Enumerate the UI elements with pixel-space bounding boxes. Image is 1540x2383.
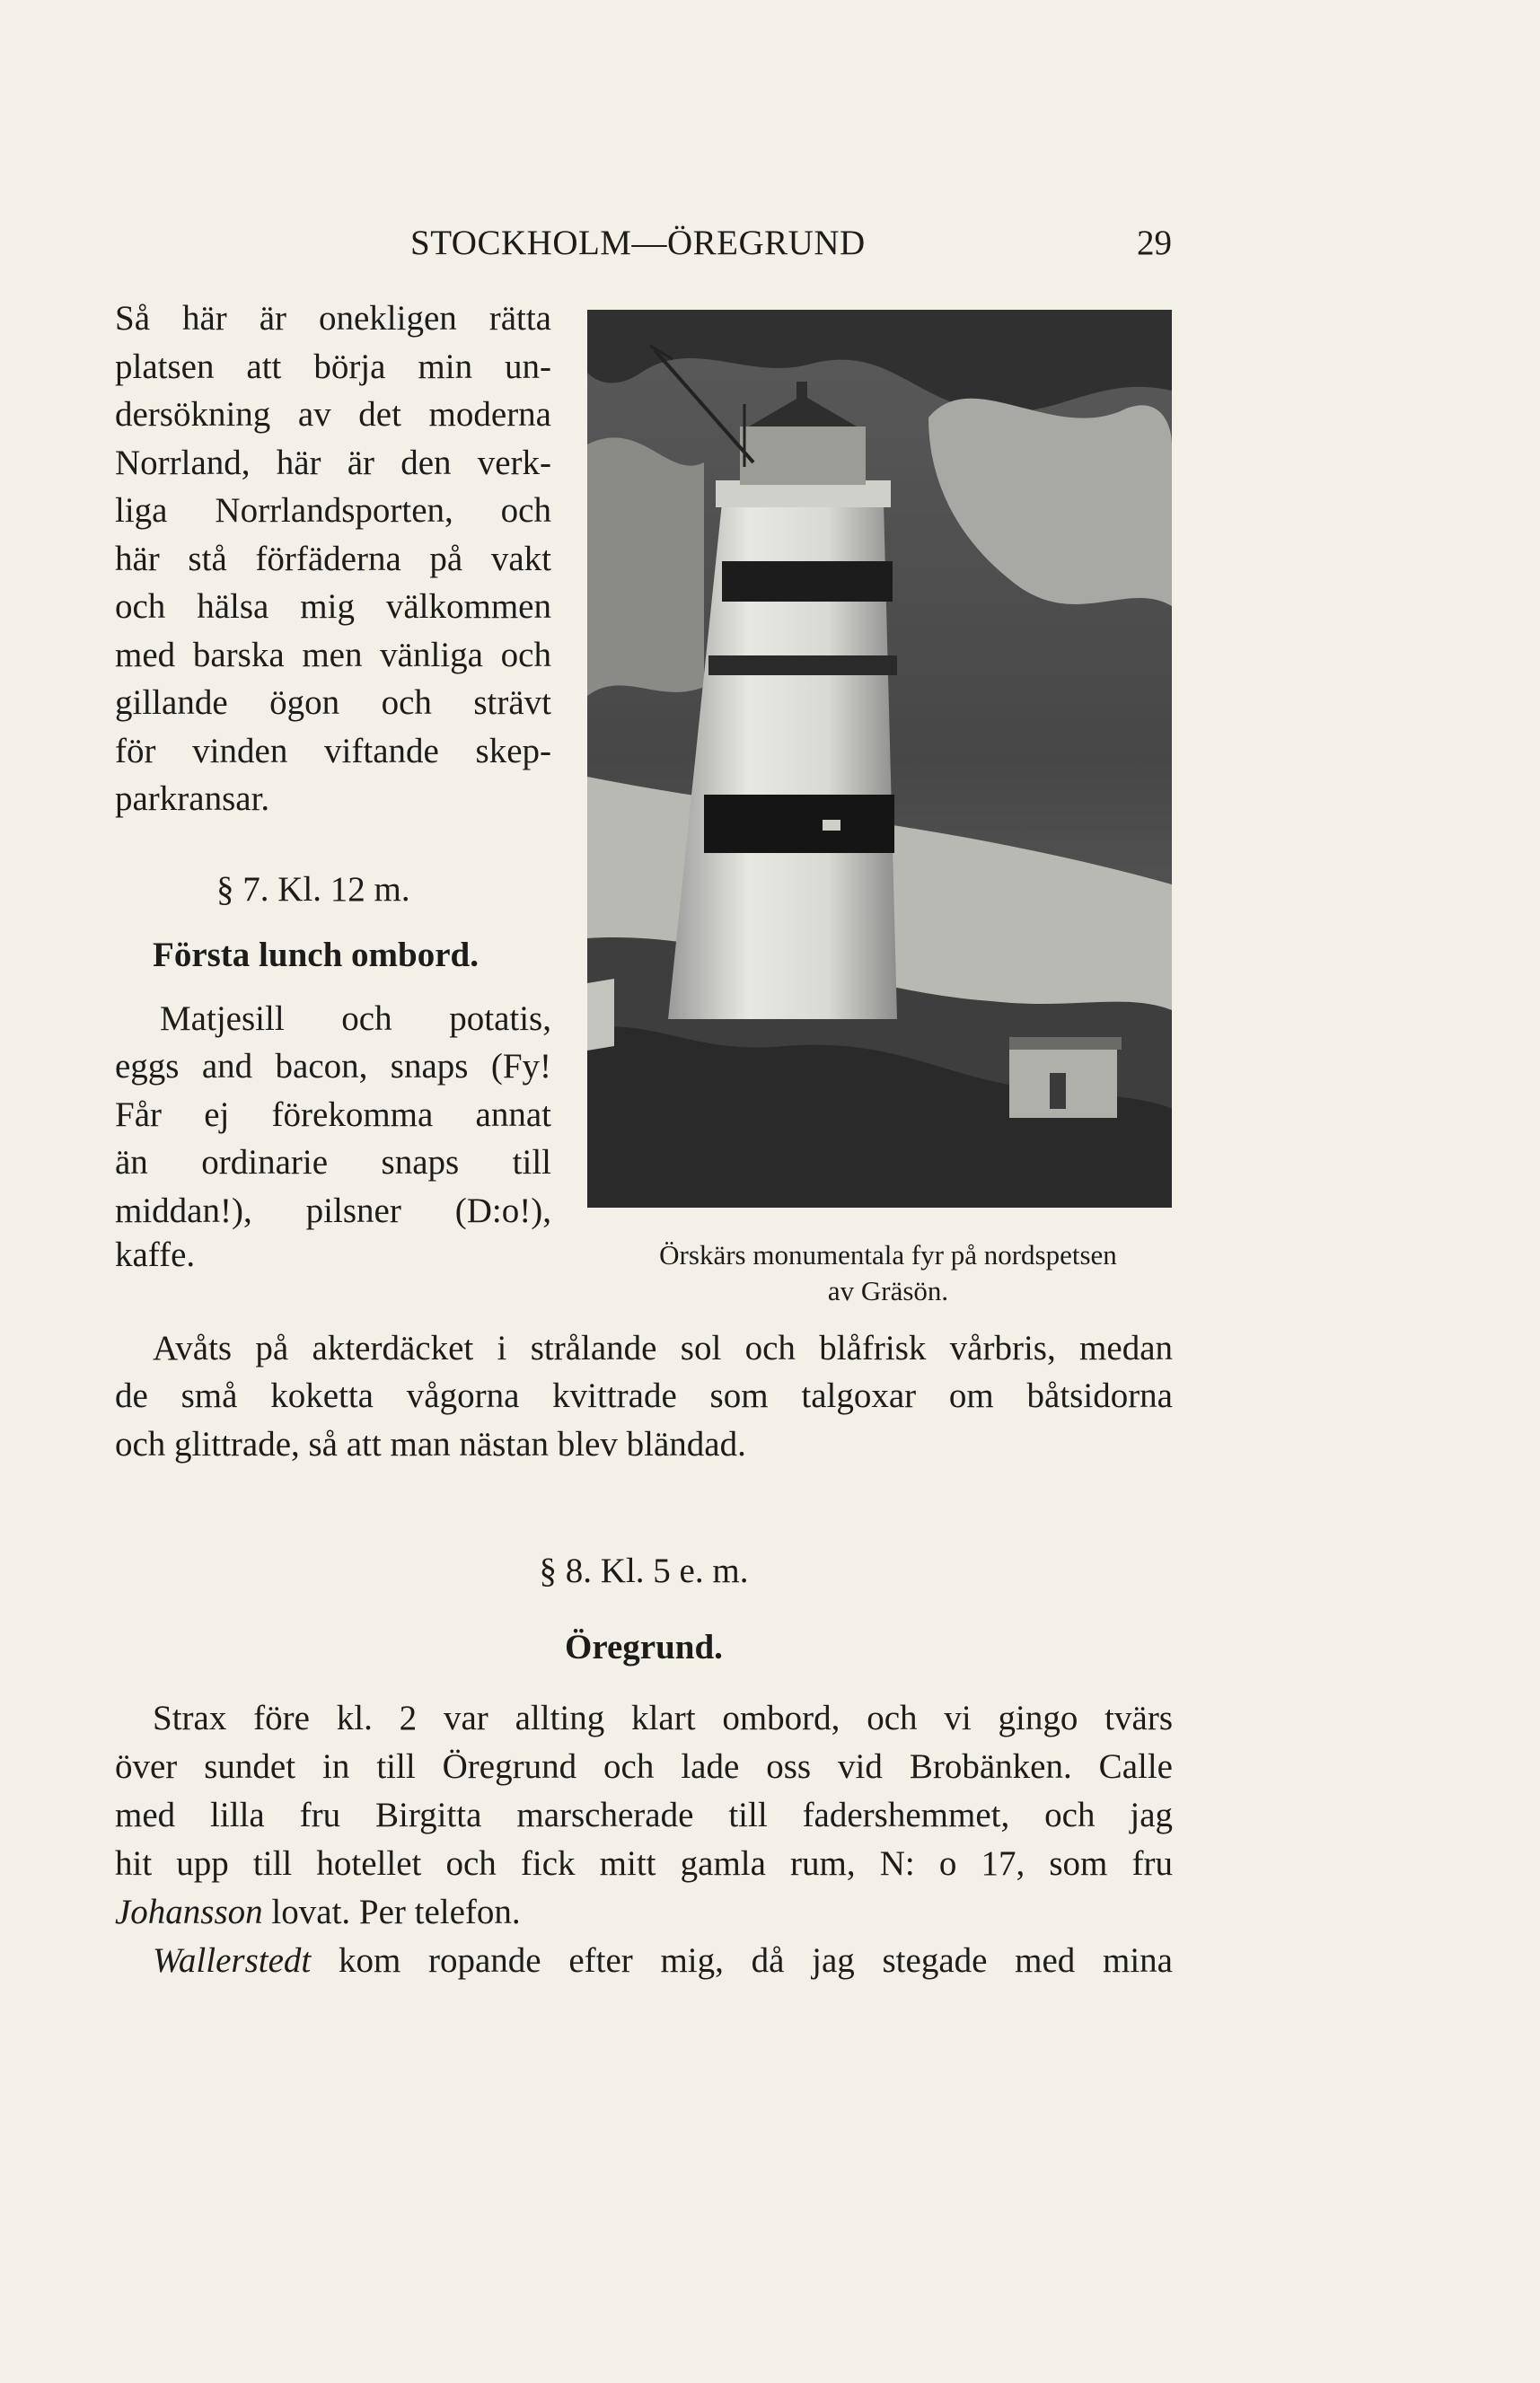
section-7-subheading: Första lunch ombord. — [153, 936, 479, 974]
intro-line: Så här är onekligen rätta — [115, 299, 551, 338]
intro-line: parkransar. — [115, 779, 270, 818]
section-8-line: med lilla fru Birgitta marscherade till fadershemmet, och jag — [115, 1796, 1173, 1834]
section-7-full-line: och glittrade, så att man nästan blev bländad. — [115, 1425, 746, 1464]
caption-line: av Gräsön. — [827, 1275, 949, 1306]
caption-line: Örskärs monumentala fyr på nordspetsen — [659, 1239, 1117, 1271]
section-8-line: hit upp till hotellet och fick mitt gamla rum, N: o 17, som fru — [115, 1844, 1173, 1883]
name-wallerstedt: Wallerstedt — [153, 1941, 312, 1980]
section-7-line: Matjesill och potatis, — [160, 998, 551, 1038]
figure-caption — [586, 1237, 1190, 1309]
intro-line: med barska men vänliga och — [115, 635, 551, 674]
section-7-line: eggs and bacon, snaps (Fy! — [115, 1047, 551, 1086]
section-7-line: än ordinarie snaps till — [115, 1143, 551, 1182]
section-7-line: middan!), pilsner (D:o!), — [115, 1191, 551, 1230]
intro-line: för vinden viftande skep- — [115, 731, 551, 770]
section-8-line — [115, 1937, 1173, 1985]
section-7-heading: § 7. Kl. 12 m. — [216, 869, 410, 909]
page-number: 29 — [1137, 224, 1172, 262]
lighthouse-drawing — [587, 310, 1172, 1208]
intro-line: dersökning av det moderna — [115, 395, 551, 434]
intro-line: och hälsa mig välkommen — [115, 587, 551, 626]
line-rest: kom ropande efter mig, då jag stegade med mina — [311, 1941, 1173, 1980]
name-johansson: Johansson — [115, 1893, 263, 1931]
left-column-text — [115, 295, 551, 1276]
section-8-line — [115, 1888, 1173, 1937]
section-7-line: Får ej förekomma annat — [115, 1095, 551, 1134]
running-header-title: STOCKHOLM—ÖREGRUND — [410, 224, 866, 262]
lighthouse-illustration — [587, 310, 1172, 1208]
section-8-heading: § 8. Kl. 5 e. m. — [539, 1552, 749, 1590]
line-rest: lovat. Per telefon. — [262, 1893, 521, 1931]
intro-line: liga Norrlandsporten, och — [115, 491, 551, 530]
section-8-line: Strax före kl. 2 var allting klart ombord, och vi gingo tvärs — [153, 1699, 1173, 1737]
section-8-line: över sundet in till Öregrund och lade oss vid Brobänken. Calle — [115, 1747, 1173, 1786]
intro-line: Norrland, här är den verk- — [115, 443, 551, 482]
intro-line: här stå förfäderna på vakt — [115, 539, 551, 578]
section-7-full-line: de små koketta vågorna kvittrade som talgoxar om båtsidorna — [115, 1376, 1173, 1415]
intro-line: platsen att börja min un- — [115, 347, 551, 386]
intro-line: gillande ögon och strävt — [115, 683, 551, 722]
section-7-line: kaffe. — [115, 1235, 196, 1274]
section-7-full-line: Avåts på akterdäcket i strålande sol och blåfrisk vårbris, medan — [153, 1329, 1173, 1367]
section-8-subheading: Öregrund. — [565, 1628, 723, 1666]
